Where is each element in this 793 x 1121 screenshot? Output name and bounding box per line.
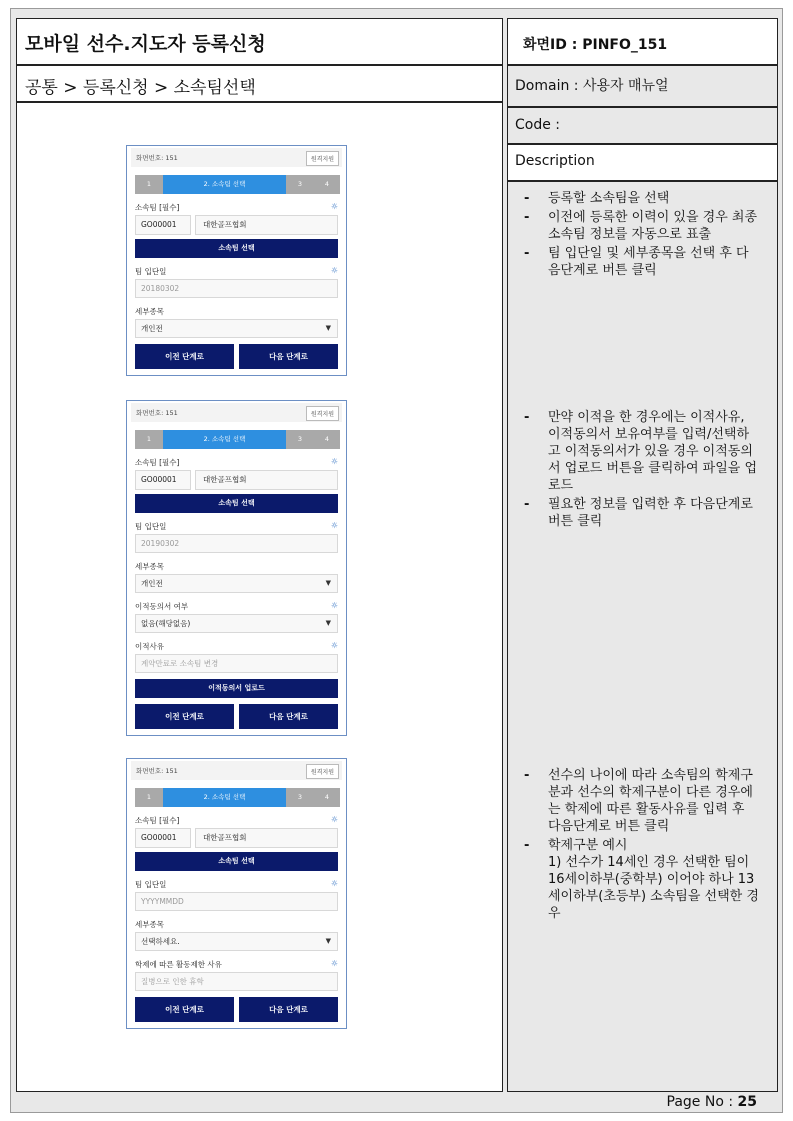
info-icon: ☼ <box>330 521 338 530</box>
mockup-header <box>131 761 342 780</box>
team-select-button[interactable]: 소속팀 선택 <box>135 852 338 871</box>
dropdown-arrow-icon: ▼ <box>325 324 331 332</box>
team-code-field: GO00001 <box>135 828 191 848</box>
title-cell <box>16 18 503 65</box>
info-icon: ☼ <box>330 202 338 211</box>
step-4: 4 <box>314 430 340 449</box>
consent-upload-button[interactable]: 이적동의서 업로드 <box>135 679 338 698</box>
screen-id-cell <box>507 18 778 65</box>
next-step-button[interactable]: 다음 단계로 <box>239 704 338 729</box>
step-1: 1 <box>135 430 163 449</box>
next-step-button[interactable]: 다음 단계로 <box>239 997 338 1022</box>
mockup-header <box>131 148 342 167</box>
page-title: 모바일 선수.지도자 등록신청 <box>25 33 266 55</box>
activity-reason-label: 학제에 따른 활동제한 사유 ☼ <box>135 959 338 969</box>
info-icon: ☼ <box>330 641 338 650</box>
info-icon: ☼ <box>330 266 338 275</box>
description-block-2 <box>522 409 760 532</box>
info-icon: ☼ <box>330 601 338 610</box>
mobile-mockup-1 <box>126 145 347 376</box>
nav-buttons <box>135 344 338 369</box>
event-select[interactable]: 개인전 ▼ <box>135 574 338 593</box>
info-icon: ☼ <box>330 457 338 466</box>
mobile-mockup-2 <box>126 400 347 736</box>
mockup-header <box>131 403 342 422</box>
breadcrumb: 공통 > 등록신청 > 소속팀선택 <box>25 78 256 98</box>
step-indicator <box>135 430 338 449</box>
transfer-reason-input[interactable]: 계약만료로 소속팀 변경 <box>135 654 338 673</box>
step-indicator <box>135 175 338 194</box>
team-code-field: GO00001 <box>135 470 191 490</box>
nav-buttons <box>135 997 338 1022</box>
step-3: 3 <box>286 175 314 194</box>
join-date-input[interactable]: 20180302 <box>135 279 338 298</box>
event-label: 세부종목 <box>135 307 164 316</box>
dropdown-arrow-icon: ▼ <box>325 937 331 945</box>
step-1: 1 <box>135 175 163 194</box>
page-number: Page No : 25 <box>666 1094 757 1110</box>
step-4: 4 <box>314 175 340 194</box>
description-item: - 이전에 등록한 이력이 있을 경우 최종 소속팀 정보를 자동으로 표출 <box>522 209 760 243</box>
nav-buttons <box>135 704 338 729</box>
step-indicator <box>135 788 338 807</box>
join-date-label: 팀 입단일 ☼ <box>135 266 338 276</box>
event-select[interactable]: 개인전 ▼ <box>135 319 338 338</box>
step-2-active: 2. 소속팀 선택 <box>163 788 286 807</box>
team-name-field: 대한골프협회 <box>195 470 338 490</box>
team-row <box>135 215 338 235</box>
code-label: Code : <box>515 117 561 133</box>
join-date-label: 팀 입단일 ☼ <box>135 879 338 889</box>
description-item: - 등록할 소속팀을 선택 <box>522 190 760 207</box>
screen-number: 화면번호: 151 <box>136 154 178 162</box>
description-subitem: 1) 선수가 14세인 경우 선택한 팀이 16세이하부(중학부) 이어야 하나 13세이하부(초등부) 소속팀을 선택한 경우 <box>548 855 759 921</box>
activity-reason-input[interactable]: 질병으로 인한 휴학 <box>135 972 338 991</box>
remote-help-button[interactable]: 원격지원 <box>306 764 339 779</box>
screen-number: 화면번호: 151 <box>136 409 178 417</box>
next-step-button[interactable]: 다음 단계로 <box>239 344 338 369</box>
consent-select[interactable]: 없음(해당없음) ▼ <box>135 614 338 633</box>
description-item: - 필요한 정보를 입력한 후 다음단계로 버튼 클릭 <box>522 496 760 530</box>
team-code-field: GO00001 <box>135 215 191 235</box>
team-select-button[interactable]: 소속팀 선택 <box>135 239 338 258</box>
join-date-label: 팀 입단일 ☼ <box>135 521 338 531</box>
prev-step-button[interactable]: 이전 단계로 <box>135 704 234 729</box>
description-item: - 학제구분 예시 <box>522 837 760 854</box>
domain-label: Domain : 사용자 매뉴얼 <box>515 78 669 94</box>
step-2-active: 2. 소속팀 선택 <box>163 430 286 449</box>
info-icon: ☼ <box>330 815 338 824</box>
info-icon: ☼ <box>330 879 338 888</box>
team-label: 소속팀 [필수] ☼ <box>135 202 338 212</box>
dropdown-arrow-icon: ▼ <box>325 579 331 587</box>
prev-step-button[interactable]: 이전 단계로 <box>135 997 234 1022</box>
screen-number: 화면번호: 151 <box>136 767 178 775</box>
step-1: 1 <box>135 788 163 807</box>
event-select[interactable]: 선택하세요. ▼ <box>135 932 338 951</box>
event-label: 세부종목 <box>135 562 164 571</box>
screen-id: 화면ID : PINFO_151 <box>523 37 668 53</box>
description-panel <box>507 181 778 1092</box>
description-header-cell <box>507 144 778 181</box>
code-cell <box>507 107 778 144</box>
team-name-field: 대한골프협회 <box>195 828 338 848</box>
join-date-input[interactable]: 20190302 <box>135 534 338 553</box>
mobile-mockup-3 <box>126 758 347 1029</box>
description-block-3 <box>522 767 760 924</box>
team-label: 소속팀 [필수] ☼ <box>135 457 338 467</box>
prev-step-button[interactable]: 이전 단계로 <box>135 344 234 369</box>
event-label: 세부종목 <box>135 920 164 929</box>
breadcrumb-cell <box>16 65 503 102</box>
step-3: 3 <box>286 430 314 449</box>
dropdown-arrow-icon: ▼ <box>325 619 331 627</box>
step-3: 3 <box>286 788 314 807</box>
description-label: Description <box>515 153 595 169</box>
remote-help-button[interactable]: 원격지원 <box>306 151 339 166</box>
transfer-reason-label: 이적사유 ☼ <box>135 641 338 651</box>
remote-help-button[interactable]: 원격지원 <box>306 406 339 421</box>
domain-cell <box>507 65 778 107</box>
description-item: - 선수의 나이에 따라 소속팀의 학제구분과 선수의 학제구분이 다른 경우에는 학제에 따른 활동사유를 입력 후 다음단계로 버튼 클릭 <box>522 767 760 835</box>
step-4: 4 <box>314 788 340 807</box>
team-label: 소속팀 [필수] ☼ <box>135 815 338 825</box>
team-row <box>135 828 338 848</box>
info-icon: ☼ <box>330 959 338 968</box>
team-select-button[interactable]: 소속팀 선택 <box>135 494 338 513</box>
description-item: - 팀 입단일 및 세부종목을 선택 후 다음단계로 버튼 클릭 <box>522 245 760 279</box>
join-date-input[interactable]: YYYYMMDD <box>135 892 338 911</box>
team-name-field: 대한골프협회 <box>195 215 338 235</box>
description-block-1 <box>522 190 760 281</box>
consent-label: 이적동의서 여부 ☼ <box>135 601 338 611</box>
step-2-active: 2. 소속팀 선택 <box>163 175 286 194</box>
team-row <box>135 470 338 490</box>
description-item: - 만약 이적을 한 경우에는 이적사유, 이적동의서 보유여부를 입력/선택하고 이적동의서가 있을 경우 이적동의서 업로드 버튼을 클릭하여 파일을 업로드 <box>522 409 760 494</box>
